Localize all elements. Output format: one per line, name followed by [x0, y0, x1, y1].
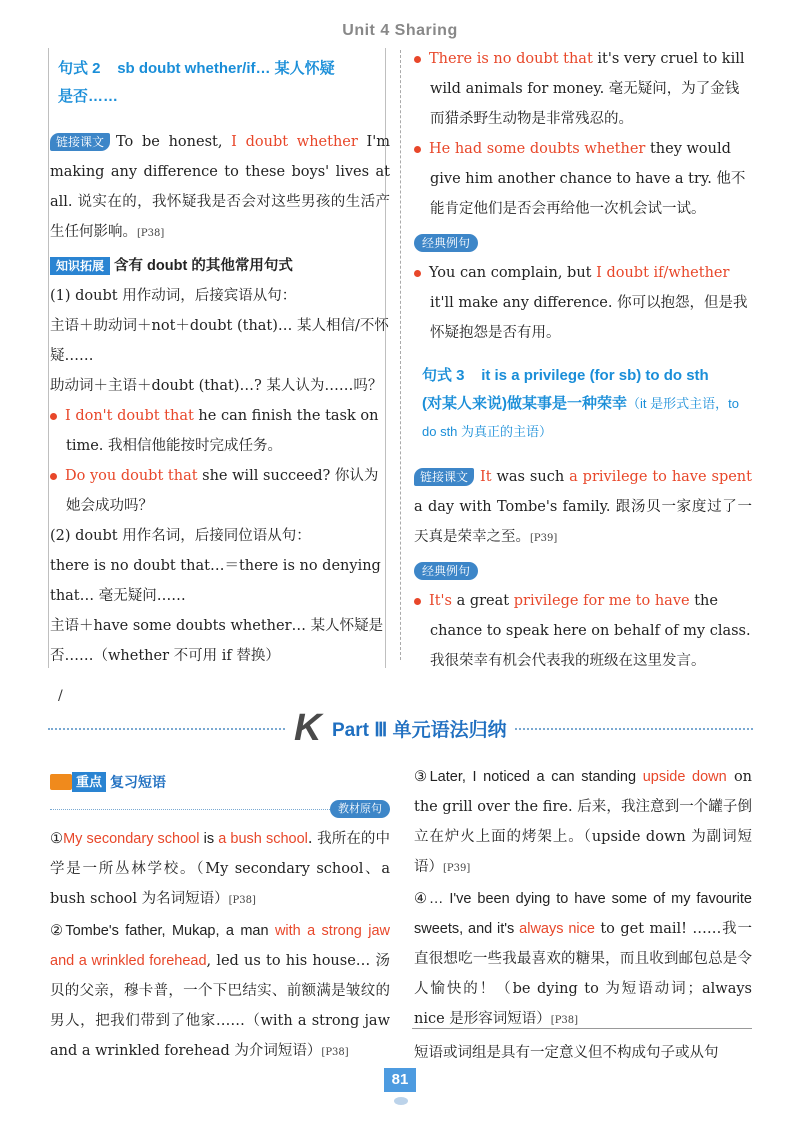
pattern-formula-cont: 是否…… [58, 88, 119, 105]
bullet-text: it's very cruel to kill wild animals for money. 毫无疑问，为了金钱而猎杀野生动物是非常残忍的。 [430, 51, 745, 127]
grammar-right-column [414, 762, 752, 1036]
text: dying [515, 891, 551, 907]
book-icon [50, 774, 72, 790]
page-ref: [P38] [137, 228, 165, 239]
part-heading [286, 708, 515, 748]
section-heading [50, 772, 166, 792]
sentence-3 [414, 762, 752, 884]
textbook-example [50, 127, 390, 249]
bullet-dot [414, 146, 421, 153]
bird-icon [394, 1097, 408, 1105]
pattern-3-title [414, 362, 752, 446]
ex-text: was such [491, 469, 570, 485]
definition-line: 短语或词组是具有一定意义但不构成句子或从句 [414, 1045, 719, 1061]
bullet-highlight: I don't doubt that [65, 408, 194, 424]
text: ③Later, I noticed a can standing [414, 769, 643, 785]
separator-rule [412, 1028, 752, 1029]
sentence-2 [50, 916, 390, 1068]
bullet-highlight: He had some doubts whether [429, 141, 646, 157]
pattern-label: 句式 2 [58, 60, 101, 77]
margin-mark: / [58, 688, 63, 704]
classic-example-tag: 经典例句 [414, 234, 478, 252]
knowledge-extension [50, 251, 390, 281]
phrase-highlight: My secondary school [63, 831, 200, 847]
pattern-cn: (对某人来说)做某事是一种荣幸 [422, 395, 627, 412]
text: to get mail! ……我一直很想吃一些我最喜欢的糖果，而且收到邮包总是令人愉快的！（be dying to 为短语动词；always nice 是形容词短语） [414, 921, 752, 1027]
ex-text-a: To be honest, [116, 134, 232, 150]
bullet-highlight: Do you doubt that [65, 468, 198, 484]
text: ④… I've been [414, 891, 516, 907]
bullet-example [414, 586, 752, 676]
bullet-dot [414, 270, 421, 277]
bullet-example [414, 258, 752, 348]
bullet-text: she will succeed? 你认为她会成功吗？ [66, 468, 379, 514]
pattern-formula: it is a privilege (for sb) to do sth [481, 367, 709, 384]
bullet-dot [50, 473, 57, 480]
page-ref: [P38] [321, 1047, 349, 1058]
page-header: Unit 4 Sharing [342, 22, 458, 39]
textbook-sentence-bar [50, 800, 390, 820]
bullet-dot [50, 413, 57, 420]
left-column [50, 55, 390, 671]
classic-example-header [414, 228, 752, 258]
usage-line-5: there is no doubt that…＝there is no denying that… 毫无疑问…… [50, 558, 381, 604]
knowledge-tag: 知识拓展 [50, 257, 110, 275]
ex-highlight: It [480, 469, 492, 485]
text: on the grill over the fire. 后来，我注意到一个罐子倒立在炉火上面的烤架上。（upside down 为副词短语） [414, 769, 753, 875]
text: ②Tombe's father, Mukap, a man [50, 923, 275, 939]
section-title: 复习短语 [110, 774, 167, 790]
ex-highlight: I doubt whether [231, 134, 358, 150]
text: , led us to his house… 汤贝的父亲，穆卡普，一个下巴结实、前额满是皱纹的男人，把我们带到了他家……（with a strong jaw and a wrinkled forehead 为介词短语） [50, 953, 390, 1059]
text: is [199, 831, 219, 847]
bullet-text: the chance to speak here on behalf of my class. 我很荣幸有机会代表我的班级在这里发言。 [430, 593, 751, 669]
usage-line-1: (1) doubt 用作动词，后接宾语从句： [50, 288, 297, 304]
bullet-text: it'll make any difference. 你可以抱怨，但是我怀疑抱怨是否有用。 [430, 295, 748, 341]
pattern-note: （it 是形式主语，to do sth 为真正的主语） [422, 396, 739, 439]
grammar-left-column [50, 824, 390, 1068]
usage-line-6: 主语＋have some doubts whether… 某人怀疑是否……（whether 不可用 if 替换） [50, 618, 384, 664]
knowledge-title: 含有 doubt 的其他常用句式 [114, 258, 293, 274]
text: to have some of my favourite sweets, and it's [414, 891, 752, 937]
link-text-tag: 链接课文 [50, 133, 110, 151]
ex-highlight: a privilege to have spent [569, 469, 752, 485]
bullet-text: a great [451, 593, 514, 609]
bullet-highlight: It's [429, 593, 452, 609]
part-title: Part Ⅲ 单元语法归纳 [332, 719, 507, 741]
page-ref: [P39] [530, 533, 558, 544]
pattern-2-title [50, 55, 390, 111]
bullet-text: You can complain, but [429, 265, 597, 281]
bullet-text: they would give him another chance to have a try. 他不能肯定他们是否会再给他一次机会试一试。 [430, 141, 746, 217]
bullet-example [50, 461, 390, 521]
usage-line-2: 主语＋助动词＋not＋doubt (that)… 某人相信/不怀疑…… [50, 318, 389, 364]
bullet-example [414, 44, 752, 134]
bullet-example [50, 401, 390, 461]
classic-example-header [414, 556, 752, 586]
link-text-tag: 链接课文 [414, 468, 474, 486]
ex-text-c: I'm making any difference to these boys' lives at all. 说实在的，我怀疑我是否会对这些男孩的生活产生任何影响。 [50, 134, 390, 240]
sentence-4 [414, 884, 752, 1036]
pattern-formula: sb doubt whether/if… 某人怀疑 [117, 60, 335, 77]
column-divider [400, 50, 401, 660]
phrase-highlight: with a strong jaw and a wrinkled forehead [50, 923, 390, 969]
phrase-highlight: a bush school [218, 831, 308, 847]
page-ref: [P38] [228, 895, 256, 906]
bullet-highlight: There is no doubt that [429, 51, 593, 67]
page-ref: [P39] [443, 863, 471, 874]
bullet-highlight: I doubt if/whether [596, 265, 730, 281]
bullet-dot [414, 56, 421, 63]
page-ref: [P38] [550, 1015, 579, 1026]
right-column [414, 44, 752, 676]
pattern-label: 句式 3 [422, 367, 465, 384]
bullet-text: he can finish the task on time. 我相信他能按时完成任务。 [66, 408, 379, 454]
usage-line-3: 助动词＋主语＋doubt (that)…? 某人认为……吗？ [50, 378, 383, 394]
part-k-logo: K [294, 707, 322, 749]
num: ① [50, 831, 64, 847]
bullet-highlight: privilege for me to have [513, 593, 690, 609]
usage-line-4: (2) doubt 用作名词，后接同位语从句： [50, 528, 311, 544]
page-number: 81 [384, 1068, 416, 1092]
text: . 我所在的中学是一所丛林学校。（My secondary school、a bush school 为名词短语） [50, 831, 391, 907]
textbook-sentence-tag: 教材原句 [330, 800, 390, 818]
classic-example-tag: 经典例句 [414, 562, 478, 580]
sentence-1 [50, 824, 390, 916]
ex-text: a day with Tombe's family. 跟汤贝一家度过了一天真是荣幸之至。 [414, 499, 752, 545]
textbook-example [414, 462, 752, 554]
bullet-dot [414, 598, 421, 605]
phrase-highlight: always nice [519, 921, 595, 937]
key-point-tag: 重点 [72, 772, 106, 792]
phrase-highlight: upside down [642, 769, 727, 785]
bullet-example [414, 134, 752, 224]
